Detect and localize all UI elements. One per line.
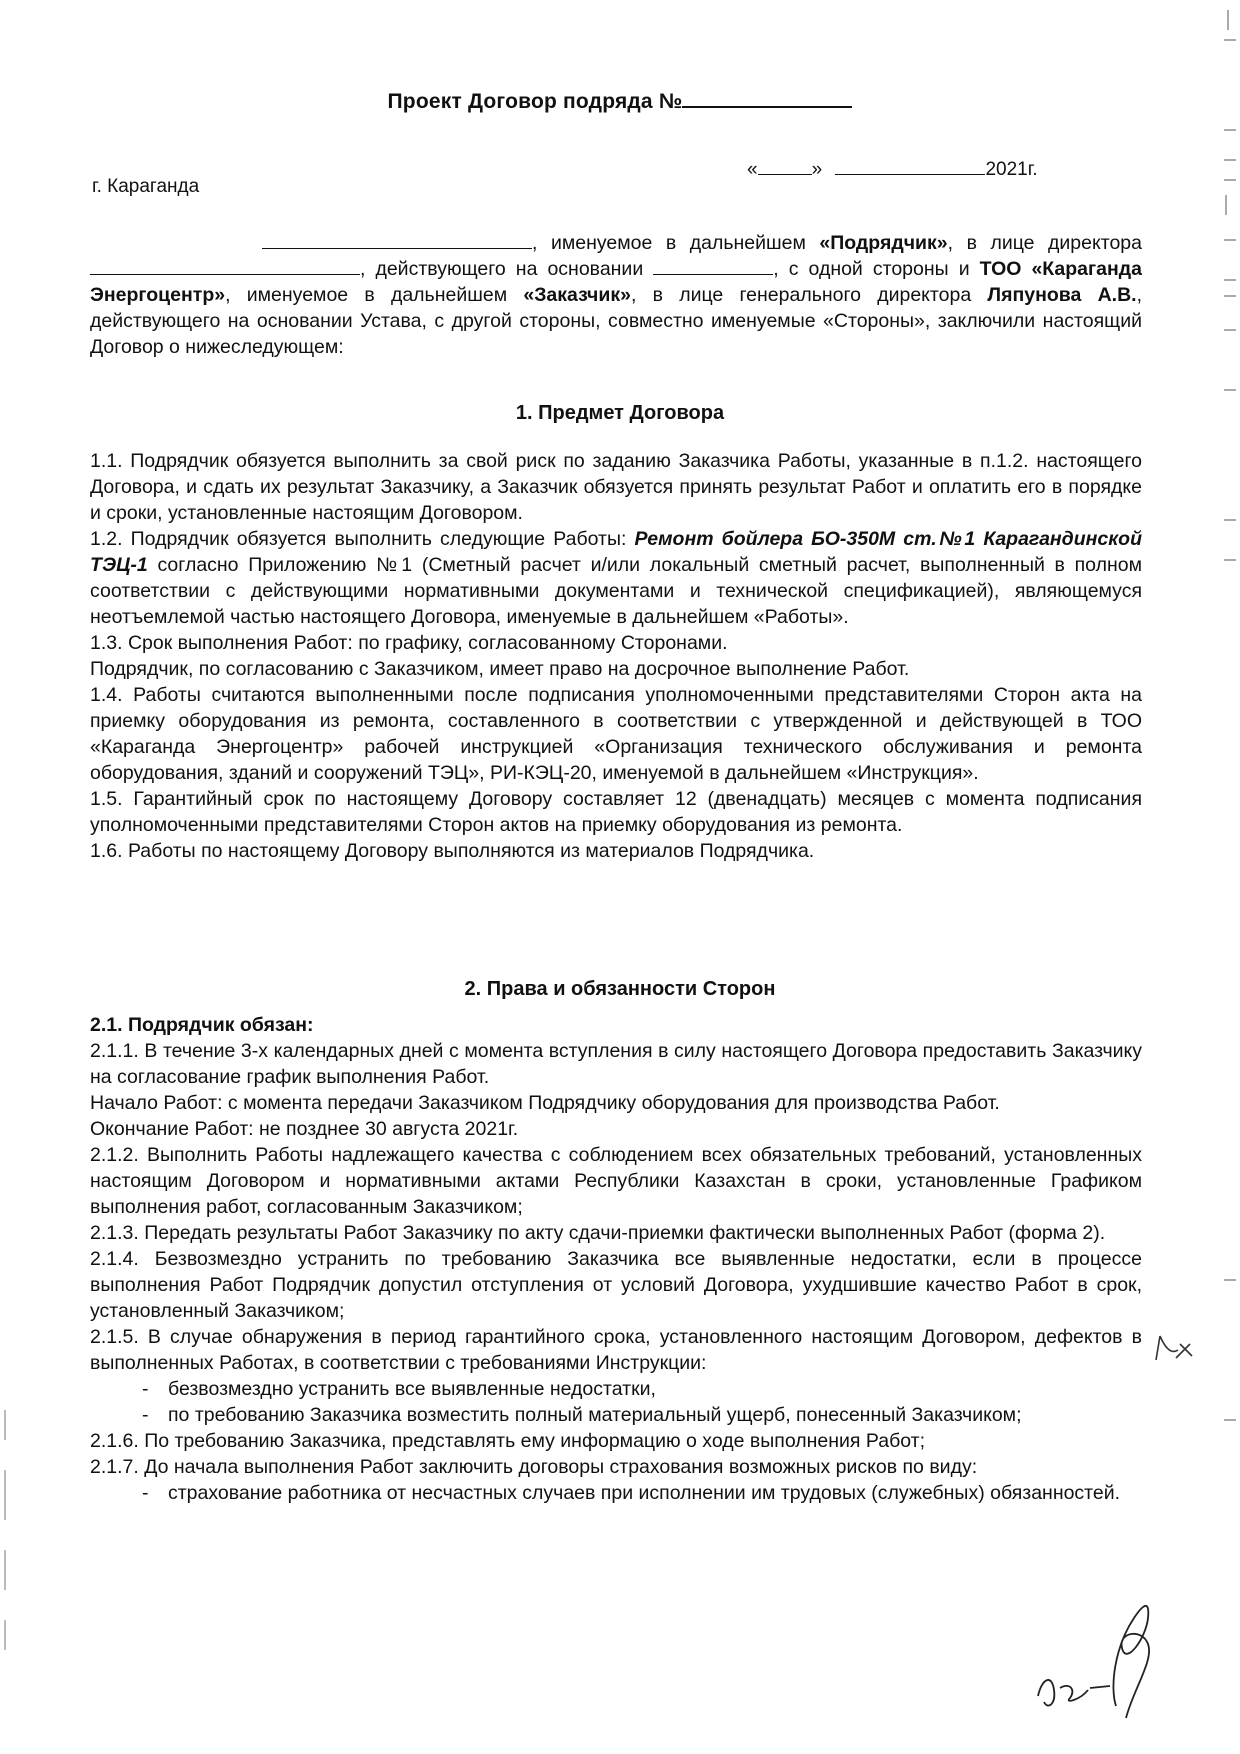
basis-blank xyxy=(653,258,773,275)
dash-marker: - xyxy=(142,1404,149,1426)
scan-left-marks xyxy=(0,1400,10,1700)
month-blank xyxy=(835,158,985,175)
clause-2-1-3: 2.1.3. Передать результаты Работ Заказчику по акту сдачи-приемки фактически выполненных Работ (форма 2). xyxy=(90,1222,1106,1244)
customer-org: ТОО «Караганда Энергоцентр» xyxy=(90,258,1143,306)
preamble-text-3: , действующего на основании xyxy=(360,258,654,280)
list-item-text: по требованию Заказчика возместить полный материальный ущерб, понесенный Заказчиком; xyxy=(168,1404,1022,1426)
clause-2-1-4: 2.1.4. Безвозмездно устранить по требованию Заказчика все выявленные недостатки, если в процессе выполнения Работ Подрядчик допустил отступления от условий Договора, ухудшившие качество Работ в срок, установленный Заказчиком; xyxy=(90,1248,1142,1322)
clause-1-2 xyxy=(90,526,1142,630)
signature-mark xyxy=(1030,1578,1180,1728)
clause-1-1: 1.1. Подрядчик обязуется выполнить за свой риск по заданию Заказчика Работы, указанные в п.1.2. настоящего Договора, и сдать их результат Заказчику, а Заказчик обязуется принять результат Работ и оплатить его в порядке и сроки, установленные настоящим Договором. xyxy=(90,450,1142,524)
document-title xyxy=(0,88,1240,114)
dash-marker: - xyxy=(142,1482,149,1504)
contractor-name-blank xyxy=(262,232,532,249)
margin-initials-mark xyxy=(1150,1330,1200,1370)
contract-number-blank xyxy=(682,88,852,108)
clause-1-4: 1.4. Работы считаются выполненными после подписания уполномоченными представителями Сторон акта на приемку оборудования из ремонта, составленного в соответствии с утвержденной и действующей в ТОО «Караганда Энергоцентр» рабочей инструкцией «Организация технического обслуживания и ремонта оборудования, зданий и сооружений ТЭЦ», РИ-КЭЦ-20, именуемой в дальнейшем «Инструкция». xyxy=(90,684,1142,784)
dash-marker: - xyxy=(142,1378,149,1400)
clause-1-2-text-b: согласно Приложению №1 (Сметный расчет и/или локальный сметный расчет, выполненный в полном соответствии с действующими нормативными документами и технической спецификацией), являющемуся неотъемлемой частью настоящего Договора, именуемые в дальнейшем «Работы». xyxy=(90,554,1142,628)
clause-1-6: 1.6. Работы по настоящему Договору выполняются из материалов Подрядчика. xyxy=(90,840,815,862)
list-item xyxy=(90,1376,1142,1402)
list-item-text: страхование работника от несчастных случаев при исполнении им трудовых (служебных) обязанностей. xyxy=(168,1482,1121,1504)
clause-1-2-text-a: 1.2. Подрядчик обязуется выполнить следующие Работы: xyxy=(90,528,635,550)
list-item xyxy=(90,1480,1142,1506)
section-1-body xyxy=(90,448,1142,864)
list-item xyxy=(90,1402,1142,1428)
preamble-text-6: , в лице генерального директора xyxy=(630,284,988,306)
section-2-heading: 2. Права и обязанности Сторон xyxy=(464,978,776,1000)
preamble-text-2: , в лице директора xyxy=(947,232,1142,254)
title-text: Проект Договор подряда № xyxy=(387,90,683,113)
date-close-quote: » xyxy=(811,159,823,180)
section-2-body xyxy=(90,1012,1142,1506)
works-name: Ремонт бойлера БО-350М ст.№1 Карагандинской ТЭЦ-1 xyxy=(90,528,1142,576)
clause-1-5: 1.5. Гарантийный срок по настоящему Договору составляет 12 (двенадцать) месяцев с момента подписания уполномоченными представителями Сторон актов на приемку оборудования из ремонта. xyxy=(90,788,1142,836)
date-year: 2021г. xyxy=(985,159,1038,180)
section-1-heading: 1. Предмет Договора xyxy=(515,402,725,424)
list-item-text: безвозмездно устранить все выявленные недостатки, xyxy=(168,1378,656,1400)
director-name-blank xyxy=(90,258,360,275)
day-blank xyxy=(758,158,812,175)
preamble-text-7: , действующего на основании Устава, с другой стороны, совместно именуемые «Стороны», заключили настоящий Договор о нижеследующем: xyxy=(90,284,1143,358)
director-name: Ляпунова А.В. xyxy=(987,284,1137,306)
preamble-text-5: , именуемое в дальнейшем xyxy=(225,284,524,306)
date-line xyxy=(747,158,1038,181)
city: г. Караганда xyxy=(92,176,200,197)
clause-2-1-2: 2.1.2. Выполнить Работы надлежащего качества с соблюдением всех обязательных требований, установленных настоящим Договором и нормативными актами Республики Казахстан в сроки, установленные Графиком выполнения работ, согласованным Заказчиком; xyxy=(90,1144,1142,1218)
works-start: Начало Работ: с момента передачи Заказчиком Подрядчику оборудования для производства Работ. xyxy=(90,1092,1000,1114)
clause-2-1-7: 2.1.7. До начала выполнения Работ заключить договоры страхования возможных рисков по виду: xyxy=(90,1456,978,1478)
works-end: Окончание Работ: не позднее 30 августа 2021г. xyxy=(90,1118,519,1140)
clause-2-1: 2.1. Подрядчик обязан: xyxy=(90,1014,314,1036)
clause-2-1-1: 2.1.1. В течение 3-х календарных дней с момента вступления в силу настоящего Договора предоставить Заказчику на согласование график выполнения Работ. xyxy=(90,1040,1142,1088)
clause-2-1-6: 2.1.6. По требованию Заказчика, представлять ему информацию о ходе выполнения Работ; xyxy=(90,1430,926,1452)
preamble-text-1: , именуемое в дальнейшем xyxy=(532,232,820,254)
clause-1-3-note: Подрядчик, по согласованию с Заказчиком, имеет право на досрочное выполнение Работ. xyxy=(90,658,910,680)
customer-term: «Заказчик» xyxy=(523,284,631,306)
preamble-text-4: , с одной стороны и xyxy=(773,258,980,280)
contractor-term: «Подрядчик» xyxy=(819,232,948,254)
date-open-quote: « xyxy=(747,159,758,180)
clause-2-1-5: 2.1.5. В случае обнаружения в период гарантийного срока, установленного настоящим Договором, дефектов в выполненных Работах, в соответствии с требованиями Инструкции: xyxy=(90,1326,1142,1374)
clause-1-3: 1.3. Срок выполнения Работ: по графику, согласованному Сторонами. xyxy=(90,632,728,654)
scan-edge-marks xyxy=(1198,0,1240,1754)
preamble xyxy=(90,230,1142,360)
